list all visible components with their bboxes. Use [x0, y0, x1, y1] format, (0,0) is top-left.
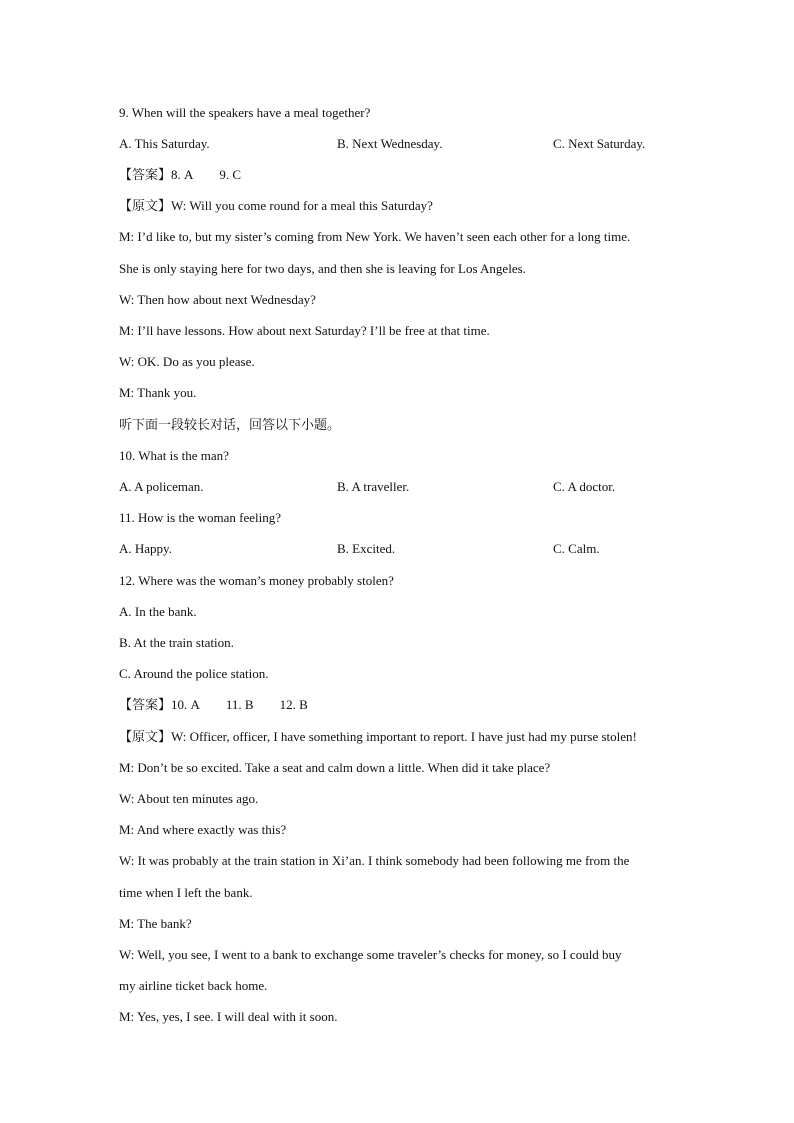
- transcript-label: 【原文】: [119, 729, 172, 744]
- answer-item: 8. A: [171, 167, 194, 182]
- transcript-line: M: I’d like to, but my sister’s coming from New York. We haven’t seen each other for a long time.: [119, 229, 631, 244]
- option-c: C. Around the police station.: [119, 666, 269, 681]
- answer-item: 12. B: [279, 697, 308, 712]
- option-a: A. Happy.: [119, 541, 172, 556]
- answer-key-1: [119, 167, 241, 183]
- transcript-line: M: The bank?: [119, 916, 192, 931]
- transcript-line: M: Don’t be so excited. Take a seat and calm down a little. When did it take place?: [119, 760, 551, 775]
- transcript-line: W: It was probably at the train station in Xi’an. I think somebody had been following me from the: [119, 853, 630, 868]
- question-12: 12. Where was the woman’s money probably stolen?: [119, 573, 394, 588]
- transcript-line: time when I left the bank.: [119, 885, 253, 900]
- transcript-line: M: And where exactly was this?: [119, 822, 287, 837]
- option-c: C. A doctor.: [553, 479, 616, 494]
- transcript-line: M: Thank you.: [119, 385, 197, 400]
- transcript-label: 【原文】: [119, 198, 172, 213]
- answer-label: 【答案】: [119, 697, 172, 712]
- option-b: B. At the train station.: [119, 635, 234, 650]
- transcript-line: 【原文】W: Will you come round for a meal this Saturday?: [119, 198, 433, 213]
- option-a: A. In the bank.: [119, 604, 197, 619]
- answer-item: 9. C: [219, 167, 242, 182]
- transcript-line: W: About ten minutes ago.: [119, 791, 259, 806]
- option-a: A. A policeman.: [119, 479, 204, 494]
- transcript-line: She is only staying here for two days, and then she is leaving for Los Angeles.: [119, 261, 526, 276]
- answer-item: 10. A: [171, 697, 200, 712]
- option-c: C. Next Saturday.: [553, 136, 646, 151]
- option-b: B. Excited.: [337, 541, 396, 556]
- option-a: A. This Saturday.: [119, 136, 210, 151]
- transcript-line: M: I’ll have lessons. How about next Saturday? I’ll be free at that time.: [119, 323, 490, 338]
- transcript-line: M: Yes, yes, I see. I will deal with it soon.: [119, 1009, 338, 1024]
- question-11: 11. How is the woman feeling?: [119, 510, 281, 525]
- option-c: C. Calm.: [553, 541, 600, 556]
- transcript-line: W: OK. Do as you please.: [119, 354, 255, 369]
- section-instruction: 听下面一段较长对话，回答以下小题。: [119, 417, 341, 432]
- answer-label: 【答案】: [119, 167, 172, 182]
- transcript-line: my airline ticket back home.: [119, 978, 268, 993]
- question-10-options: [119, 479, 679, 495]
- question-11-options: [119, 541, 679, 557]
- question-9: 9. When will the speakers have a meal together?: [119, 105, 371, 120]
- question-9-options: [119, 136, 679, 152]
- transcript-line: W: Then how about next Wednesday?: [119, 292, 316, 307]
- transcript-line: W: Well, you see, I went to a bank to exchange some traveler’s checks for money, so I could buy: [119, 947, 622, 962]
- transcript-line: 【原文】W: Officer, officer, I have something important to report. I have just had my purse stolen!: [119, 729, 637, 744]
- question-10: 10. What is the man?: [119, 448, 229, 463]
- option-b: B. A traveller.: [337, 479, 410, 494]
- answer-key-2: [119, 697, 308, 713]
- answer-item: 11. B: [225, 697, 254, 712]
- option-b: B. Next Wednesday.: [337, 136, 443, 151]
